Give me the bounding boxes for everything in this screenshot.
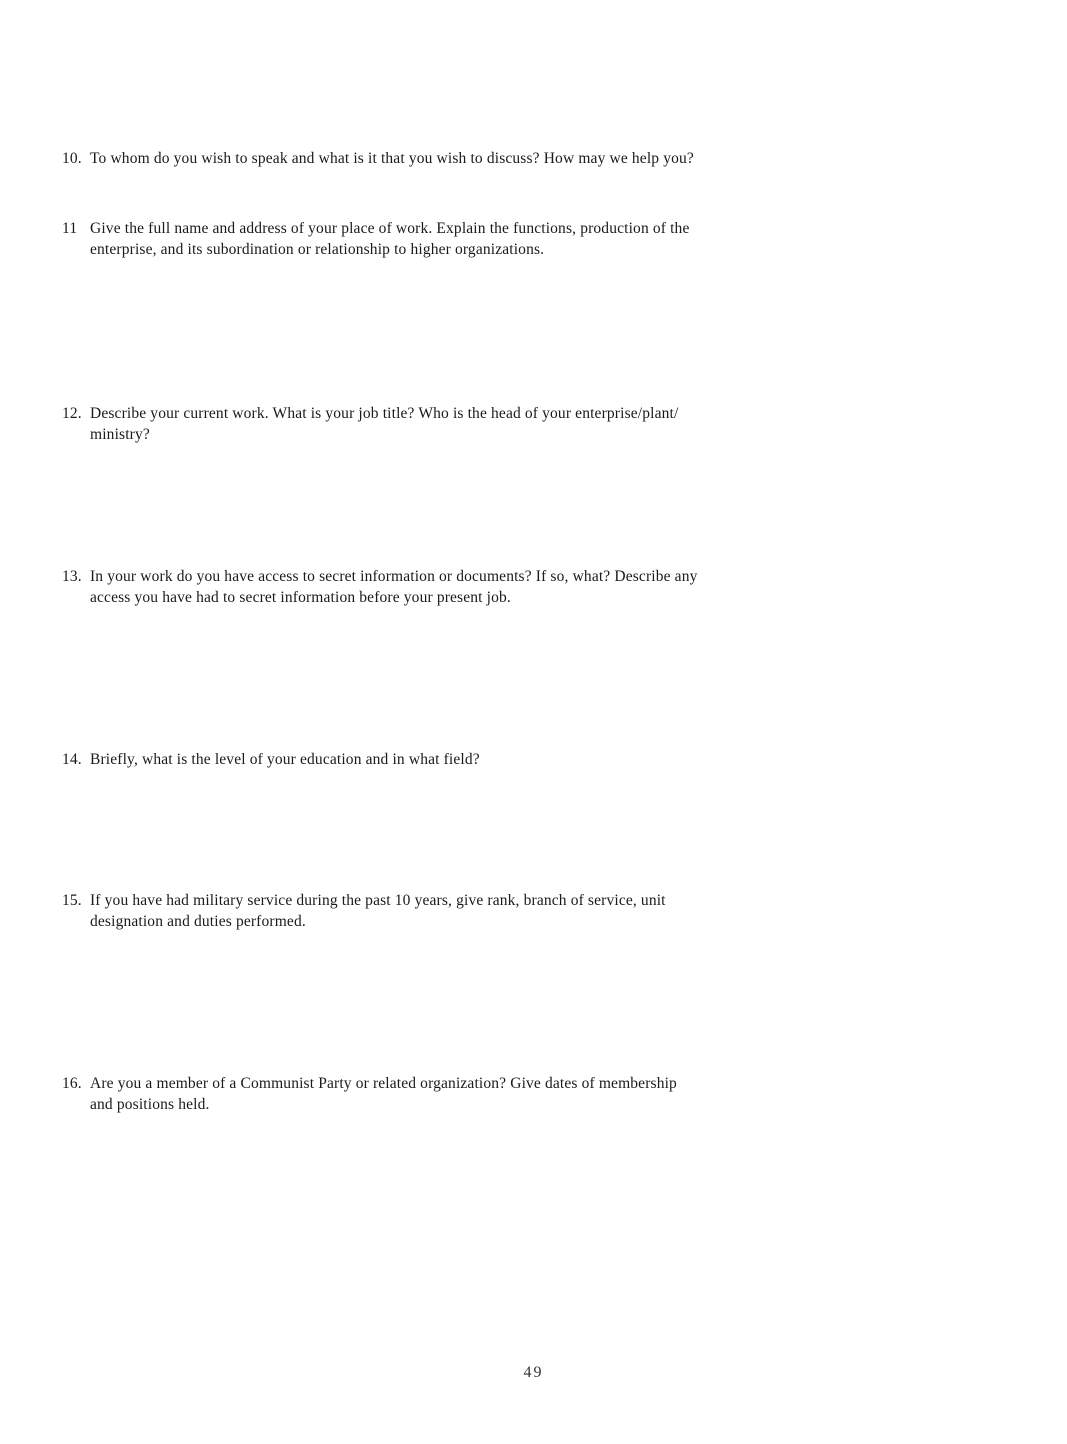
question-text: Describe your current work. What is your job title? Who is the head of your enterprise/plant/ [90, 405, 679, 422]
question-text-continued: designation and duties performed. [90, 913, 306, 930]
question-number: 12. [62, 405, 82, 422]
question-16 [62, 1073, 882, 1115]
question-text: Are you a member of a Communist Party or related organization? Give dates of membership [90, 1075, 677, 1092]
question-text-continued: enterprise, and its subordination or relationship to higher organizations. [90, 241, 545, 258]
question-text: Give the full name and address of your place of work. Explain the functions, production of the [90, 220, 690, 237]
question-number: 16. [62, 1075, 82, 1092]
question-14 [62, 749, 882, 770]
question-11 [62, 218, 882, 260]
question-13 [62, 566, 882, 608]
question-number: 11 [62, 220, 78, 237]
question-text: Briefly, what is the level of your education and in what field? [90, 751, 480, 768]
question-number: 15. [62, 892, 82, 909]
question-number: 14. [62, 751, 82, 768]
question-text-continued: access you have had to secret information before your present job. [90, 589, 511, 606]
question-text: To whom do you wish to speak and what is it that you wish to discuss? How may we help you? [90, 150, 694, 167]
question-text-continued: ministry? [90, 426, 150, 443]
question-text: If you have had military service during the past 10 years, give rank, branch of service, unit [90, 892, 666, 909]
question-15 [62, 890, 882, 932]
question-number: 10. [62, 150, 82, 167]
page-number: 49 [523, 1364, 544, 1381]
question-text: In your work do you have access to secret information or documents? If so, what? Describe any [90, 568, 698, 585]
question-number: 13. [62, 568, 82, 585]
question-text-continued: and positions held. [90, 1096, 210, 1113]
question-10 [62, 148, 882, 169]
question-12 [62, 403, 882, 445]
